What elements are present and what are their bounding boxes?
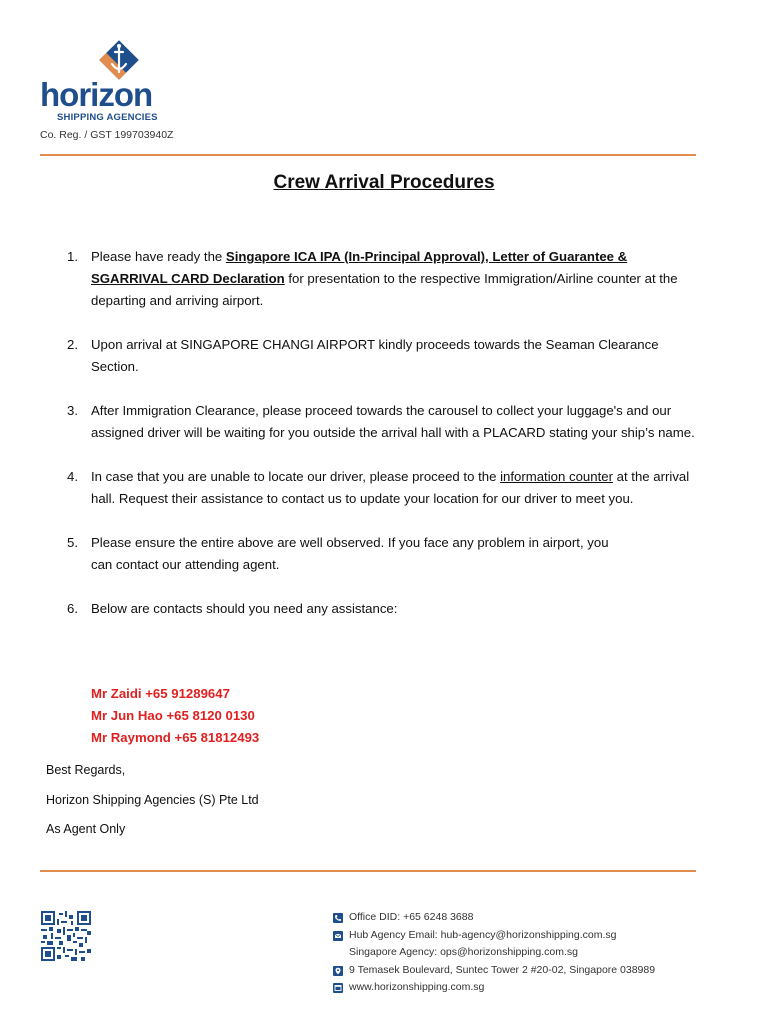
step-text: for presentation to the respective Immigration/Airline counter at the departing and arriving airport. — [91, 271, 678, 308]
address-row — [333, 962, 655, 980]
step-text: can contact our attending agent. — [91, 557, 280, 572]
phone-icon — [333, 913, 343, 923]
closing-role: As Agent Only — [46, 822, 126, 836]
step-item — [46, 598, 696, 620]
required-documents: Singapore ICA IPA (In-Principal Approval), Letter of Guarantee & SGARRIVAL CARD Declaration — [91, 249, 628, 286]
step-text: Please have ready the — [91, 249, 226, 264]
address-text: 9 Temasek Boulevard, Suntec Tower 2 #20-02, Singapore 038989 — [349, 963, 656, 976]
information-counter-text: information counter — [500, 469, 613, 484]
location-icon — [333, 966, 343, 976]
step-number: 4. — [67, 469, 78, 484]
contact-entry: Mr Zaidi +65 91289647 — [91, 686, 230, 701]
step-text: at the arrival hall. Request their assistance to contact us to update your location for our driver to meet you. — [91, 469, 690, 506]
email-icon — [333, 931, 343, 941]
step-item — [46, 334, 696, 378]
office-phone-row — [333, 909, 655, 927]
closing-company: Horizon Shipping Agencies (S) Pte Ltd — [46, 793, 259, 807]
logo-subtitle: SHIPPING AGENCIES — [57, 112, 158, 123]
step-item — [46, 400, 696, 444]
contact-entry: Mr Jun Hao +65 8120 0130 — [91, 708, 255, 723]
step-text: Upon arrival at SINGAPORE CHANGI AIRPORT kindly proceeds towards the Seaman Clearance Section. — [91, 337, 659, 374]
office-phone-text: Office DID: +65 6248 3688 — [349, 911, 474, 923]
company-registration: Co. Reg. / GST 199703940Z — [40, 129, 174, 141]
step-number: 2. — [67, 337, 78, 352]
website-text: www.horizonshipping.com.sg — [349, 981, 485, 993]
company-logo — [40, 38, 200, 122]
step-item — [46, 246, 696, 312]
step-item — [46, 532, 696, 576]
sg-agency-row — [333, 944, 655, 962]
qr-code — [41, 911, 91, 966]
contact-list — [91, 683, 259, 749]
footer-divider — [40, 870, 696, 872]
hub-email-row — [333, 927, 655, 945]
sg-agency-text: Singapore Agency: ops@horizonshipping.com.sg — [349, 946, 578, 958]
closing-regards: Best Regards, — [46, 763, 126, 777]
procedure-list — [46, 246, 696, 620]
page-title: Crew Arrival Procedures — [273, 172, 495, 193]
step-text: In case that you are unable to locate our driver, please proceed to the — [91, 469, 501, 484]
step-text: Below are contacts should you need any assistance: — [91, 601, 398, 616]
logo-wordmark: horizon — [40, 76, 153, 113]
hub-email-text: Hub Agency Email: hub-agency@horizonshipping.com.sg — [349, 928, 617, 941]
step-number: 1. — [67, 249, 78, 264]
step-item — [46, 466, 696, 510]
step-text: After Immigration Clearance, please proceed towards the carousel to collect your luggage's and our assigned driver will be waiting for you outside the arrival hall with a PLACARD stating your ship’s name. — [91, 403, 695, 440]
step-number: 5. — [67, 535, 78, 550]
step-number: 3. — [67, 403, 78, 418]
footer-contact-info — [333, 909, 655, 997]
step-text: Please ensure the entire above are well observed. If you face any problem in airport, you — [91, 535, 609, 550]
web-icon — [333, 983, 343, 993]
header-divider — [40, 154, 696, 156]
contact-entry: Mr Raymond +65 81812493 — [91, 730, 260, 745]
website-row — [333, 979, 655, 997]
step-number: 6. — [67, 601, 78, 616]
